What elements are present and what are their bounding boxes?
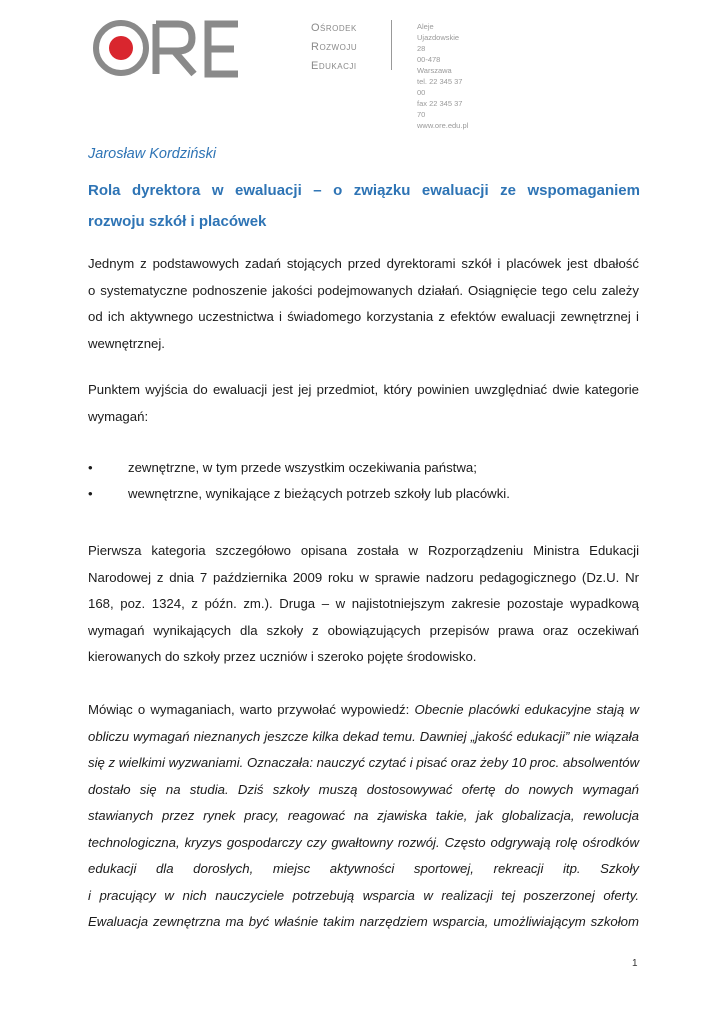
paragraph-line: Ewaluacja zewnętrzna ma być właśnie takim narzędziem wsparcia, umożliwiającym szkołom — [88, 914, 639, 929]
quote-intro: Mówiąc o wymaganiach, warto przywołać wypowiedź: — [88, 702, 415, 717]
ore-logo — [90, 18, 305, 78]
title-line: rozwoju szkół i placówek — [88, 213, 267, 230]
paragraph-line: wymagań wynikających dla szkoły z obowiązujących przepisów prawa oraz oczekiwań — [88, 622, 639, 638]
bullet-text: zewnętrzne, w tym przede wszystkim oczekiwania państwa; — [128, 460, 477, 475]
paragraph-line: Pierwsza kategoria szczegółowo opisana została w Rozporządzeniu Ministra Edukacji — [88, 543, 639, 558]
document-title — [88, 175, 640, 237]
address-line: 00-478 Warszawa — [417, 55, 452, 75]
institution-name — [311, 19, 357, 76]
paragraph-line: kierowanych do szkoły przez uczniów i szeroko pojęte środowisko. — [88, 649, 477, 664]
author-name: Jarosław Kordziński — [88, 146, 217, 162]
paragraph-line: wewnętrznej. — [88, 335, 165, 351]
paragraph-line: Jednym z podstawowych zadań stojących przed dyrektorami szkół i placówek jest dbałość — [88, 256, 639, 271]
paragraph-line: dostało się na studia. Dziś szkoły muszą dostosowywać ofertę do nowych wymagań — [88, 781, 639, 797]
address-line: www.ore.edu.pl — [417, 121, 469, 130]
paragraph-line: edukacji dla dorosłych, miejsc aktywności sportowej, rekreacji itp. Szkoły — [88, 861, 639, 876]
paragraph-line: obliczu wymagań nieznanych jeszcze kilka dekad temu. Dawniej „jakość edukacji” nie wiązała — [88, 728, 639, 744]
address-line: fax 22 345 37 70 — [417, 99, 463, 119]
paragraph-2 — [88, 377, 639, 430]
paragraph-line — [88, 697, 639, 724]
header-divider — [391, 20, 392, 70]
logo-letter-e — [208, 24, 238, 74]
logo-red-dot — [109, 36, 133, 60]
paragraph-1 — [88, 251, 639, 357]
page-number: 1 — [632, 958, 638, 969]
address-line: tel. 22 345 37 00 — [417, 77, 463, 97]
institution-name-line: Edukacji — [311, 60, 357, 72]
address-line: Aleje Ujazdowskie 28 — [417, 22, 460, 53]
address-block — [417, 21, 468, 131]
paragraph-line: się z wielkimi wyzwaniami. Oznaczała: nauczyć czytać i pisać oraz żeby 10 proc. absolwentów — [88, 755, 640, 770]
institution-name-line: Ośrodek — [311, 22, 357, 34]
paragraph-line: Punktem wyjścia do ewaluacji jest jej przedmiot, który powinien uwzględniać dwie kategorie — [88, 382, 639, 397]
paragraph-line: wymagań: — [88, 408, 149, 424]
quote-text: Obecnie placówki edukacyjne stają w — [414, 702, 640, 717]
logo-letter-r — [156, 24, 194, 74]
paragraph-line: o systematyczne podnoszenie jakości podejmowanych działań. Osiągnięcie tego celu zależy — [88, 282, 639, 298]
paragraph-line: stawianych przez rynek pracy, reagować na zjawiska takie, jak globalizacja, rewolucja — [88, 808, 639, 823]
bullet-text: wewnętrzne, wynikające z bieżących potrzeb szkoły lub placówki. — [128, 486, 510, 501]
paragraph-line: i pracujący w nich nauczyciele potrzebują wsparcia w realizacji tej poszerzonej oferty. — [88, 887, 639, 903]
paragraph-3 — [88, 538, 639, 671]
title-line: Rola dyrektora w ewaluacji – o związku ewaluacji ze wspomaganiem — [88, 182, 640, 199]
bullet-symbol: • — [88, 460, 93, 475]
paragraph-line: Narodowej z dnia 7 października 2009 roku w sprawie nadzoru pedagogicznego (Dz.U. Nr — [88, 569, 639, 585]
bullet-symbol: • — [88, 486, 93, 501]
paragraph-line: od ich aktywnego uczestnictwa i świadomego korzystania z efektów ewaluacji zewnętrznej i — [88, 309, 639, 324]
paragraph-line: technologiczna, kryzys gospodarczy czy gwałtowny rozwój. Często odgrywają rolę ośrodków — [88, 834, 639, 850]
paragraph-4 — [88, 697, 639, 936]
paragraph-line: 168, poz. 1324, z późn. zm.). Druga – w najistotniejszym zakresie pozostaje wypadkową — [88, 596, 639, 611]
institution-name-line: Rozwoju — [311, 41, 358, 53]
letterhead — [90, 18, 469, 130]
